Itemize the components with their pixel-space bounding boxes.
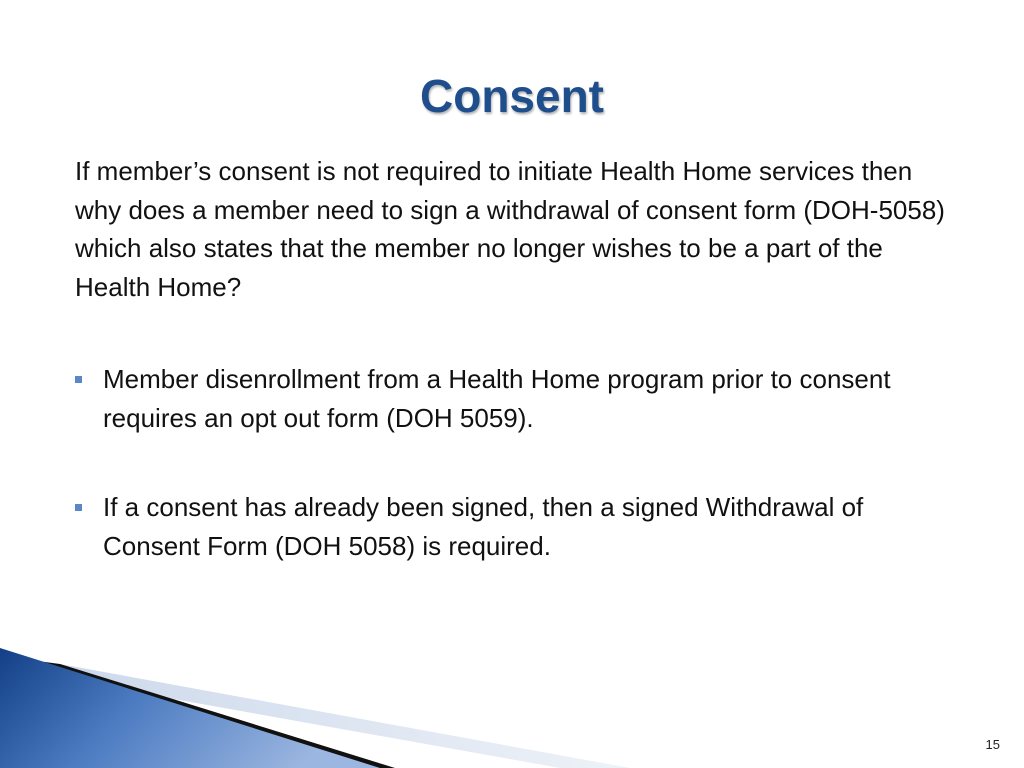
slide-title: Consent — [420, 70, 604, 122]
bullet-text: If a consent has already been signed, then a signed Withdrawal of Consent Form (DOH 5058) is required. — [103, 492, 864, 561]
square-bullet-icon — [75, 376, 82, 383]
answer-bullet-2 — [75, 488, 955, 565]
square-bullet-icon — [75, 504, 82, 511]
page-number: 15 — [985, 737, 1000, 752]
answer-list — [75, 360, 955, 616]
answer-bullet-1 — [75, 360, 955, 437]
wave-black-band — [0, 656, 395, 768]
bullet-text: Member disenrollment from a Health Home program prior to consent requires an opt out form (DOH 5059). — [103, 364, 891, 433]
intro-question: If member’s consent is not required to initiate Health Home services then why does a member need to sign a withdrawal of consent form (DOH-5058) which also states that the member no longer wishes to be a part of the Health Home? — [75, 156, 945, 302]
wave-blue-band — [0, 648, 380, 768]
wave-pale-band — [0, 664, 630, 768]
